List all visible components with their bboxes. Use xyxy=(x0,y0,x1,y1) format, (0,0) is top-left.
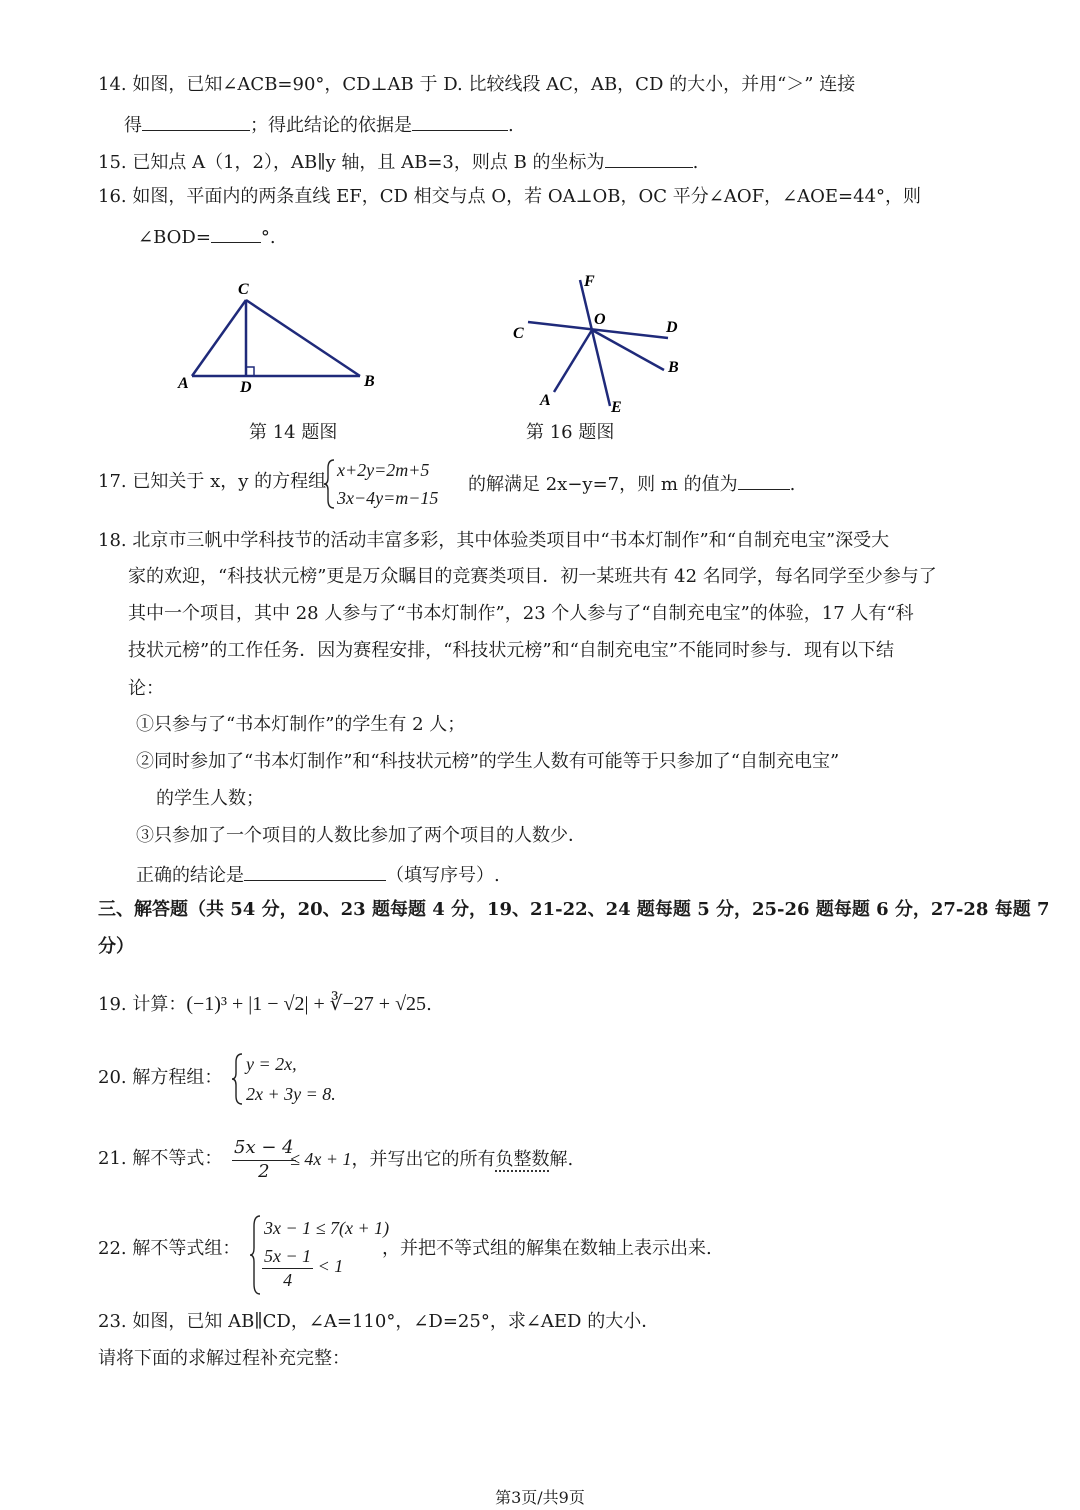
q21-prefix: 21. 解不等式： xyxy=(98,1148,223,1169)
fig16-label-d: D xyxy=(666,319,678,336)
q18-answer-line xyxy=(136,862,500,888)
fig16-caption: 第 16 题图 xyxy=(526,422,615,443)
q22-suffix: ，并把不等式组的解集在数轴上表示出来. xyxy=(382,1238,712,1259)
fig16-label-b: B xyxy=(668,359,679,376)
q17-prefix: 17. 已知关于 x，y 的方程组 xyxy=(98,471,327,492)
q15-end: . xyxy=(692,152,699,173)
q20-prefix: 20. 解方程组： xyxy=(98,1067,223,1088)
fig16-label-f: F xyxy=(584,273,595,290)
q14-line2-c: . xyxy=(508,115,514,136)
q14-line2-b: ；得此结论的依据是 xyxy=(250,115,412,136)
q22-inequality-1: 3x − 1 ≤ 7(x + 1) xyxy=(264,1218,390,1238)
q19-end: . xyxy=(426,994,432,1015)
q15-line xyxy=(98,149,698,175)
q22-brace xyxy=(250,1214,262,1296)
q22-prefix: 22. 解不等式组： xyxy=(98,1238,241,1259)
q22-rhs: < 1 xyxy=(317,1256,344,1277)
q16-answer-blank[interactable] xyxy=(211,224,261,243)
q15-answer-blank[interactable] xyxy=(605,149,693,168)
q21-fraction xyxy=(232,1137,296,1183)
q16-line1: 16. 如图，平面内的两条直线 EF，CD 相交与点 O，若 OA⊥OB，OC 平分∠AOF，∠AOE=44°，则 xyxy=(98,186,922,207)
q21-suffix-a: ，并写出它的所有 xyxy=(351,1149,496,1170)
q16-line2 xyxy=(138,224,276,250)
q18-line5: 论： xyxy=(128,678,164,699)
q16-line2-b: °. xyxy=(260,227,276,248)
q14-line2-a: 得 xyxy=(124,115,142,136)
q21-numerator: 5x − 4 xyxy=(232,1137,296,1161)
figure-14-triangle xyxy=(170,270,390,400)
section3-heading-line2: 分） xyxy=(98,936,134,957)
fig14-label-c: C xyxy=(238,281,249,298)
q15-text: 15. 已知点 A（1，2），AB∥y 轴，且 AB=3，则点 B 的坐标为 xyxy=(98,152,605,173)
q21-rhs: ≤ 4x + 1 xyxy=(290,1149,352,1169)
fig16-label-e: E xyxy=(611,399,622,416)
q19-prefix: 19. 计算： xyxy=(98,994,187,1015)
q22-fraction xyxy=(262,1245,313,1291)
figure-16-lines xyxy=(500,268,700,418)
q18-conclusion-3: ③只参加了一个项目的人数比参加了两个项目的人数少． xyxy=(136,825,586,846)
q22-inequality-2 xyxy=(262,1245,343,1291)
fig14-segment-ac xyxy=(192,300,246,376)
q21-denominator: 2 xyxy=(258,1160,270,1182)
q18-conclusion-2b: 的学生人数； xyxy=(156,788,264,809)
q18-conclusion-2a: ②同时参加了“书本灯制作”和“科技状元榜”的学生人数有可能等于只参加了“自制充电宝” xyxy=(136,751,840,772)
q18-answer-a: 正确的结论是 xyxy=(136,865,244,886)
q18-line4: 技状元榜”的工作任务．因为赛程安排，“科技状元榜”和“自制充电宝”不能同时参与．现有以下结 xyxy=(128,640,895,661)
q18-line2: 家的欢迎，“科技状元榜”更是万众瞩目的竞赛类项目．初一某班共有 42 名同学，每名同学至少参与了 xyxy=(128,566,937,587)
q23-line2: 请将下面的求解过程补充完整： xyxy=(98,1348,350,1369)
q17-equation-1: x+2y=2m+5 xyxy=(337,460,430,480)
q20-equation-1: y = 2x, xyxy=(246,1054,297,1074)
fig16-label-c: C xyxy=(513,325,524,342)
q21-suffix-emphasis: 负整数 xyxy=(495,1149,550,1170)
fig16-ray-oa xyxy=(554,330,592,392)
fig14-caption: 第 14 题图 xyxy=(249,422,338,443)
q17-suffix: 的解满足 2x−y=7，则 m 的值为 xyxy=(468,474,738,495)
fig16-label-o: O xyxy=(594,311,606,328)
q18-line1: 18. 北京市三帆中学科技节的活动丰富多彩，其中体验类项目中“书本灯制作”和“自制充电宝”深受大 xyxy=(98,530,890,551)
q14-answer-blank-1[interactable] xyxy=(142,112,250,131)
fig14-segment-cb xyxy=(246,300,360,376)
q18-answer-blank[interactable] xyxy=(244,862,386,881)
q17-brace xyxy=(324,458,336,510)
q22-numerator: 5x − 1 xyxy=(262,1245,313,1269)
q16-line2-a: ∠BOD= xyxy=(138,227,211,248)
q19-expression: (−1)³ + |1 − √2| + ∛−27 + √25 xyxy=(186,993,427,1015)
q23-line1: 23. 如图，已知 AB∥CD，∠A=110°，∠D=25°，求∠AED 的大小． xyxy=(98,1311,660,1332)
page-number: 第3页/共9页 xyxy=(495,1488,585,1507)
q17-equation-2: 3x−4y=m−15 xyxy=(337,488,439,508)
q17-end: . xyxy=(789,474,796,495)
fig14-label-d: D xyxy=(240,379,252,396)
q19-line xyxy=(98,992,432,1017)
q14-line1: 14. 如图，已知∠ACB=90°，CD⊥AB 于 D. 比较线段 AC，AB，CD 的大小，并用“＞” 连接 xyxy=(98,74,856,95)
q21-suffix-b: 解. xyxy=(549,1149,574,1170)
fig14-label-b: B xyxy=(364,373,375,390)
q22-denominator: 4 xyxy=(283,1269,293,1290)
q17-answer-blank[interactable] xyxy=(738,471,790,490)
q20-brace xyxy=(232,1052,244,1106)
q18-line3: 其中一个项目，其中 28 人参与了“书本灯制作”，23 个人参与了“自制充电宝”的体验，17 人有“科 xyxy=(128,603,914,624)
q21-rest xyxy=(290,1148,573,1172)
q20-equation-2: 2x + 3y = 8. xyxy=(246,1084,336,1104)
fig16-label-a: A xyxy=(540,392,551,409)
section3-heading-line1: 三、解答题（共 54 分，20、23 题每题 4 分，19、21-22、24 题每题 5 分，25-26 题每题 6 分，27-28 每题 7 xyxy=(98,899,1050,920)
q18-answer-b: （填写序号）. xyxy=(386,865,500,886)
q17-suffix-line xyxy=(468,471,795,497)
fig14-label-a: A xyxy=(178,375,189,392)
q18-conclusion-1: ①只参与了“书本灯制作”的学生有 2 人； xyxy=(136,714,466,735)
q14-line2 xyxy=(124,112,514,138)
q14-answer-blank-2[interactable] xyxy=(412,112,508,131)
